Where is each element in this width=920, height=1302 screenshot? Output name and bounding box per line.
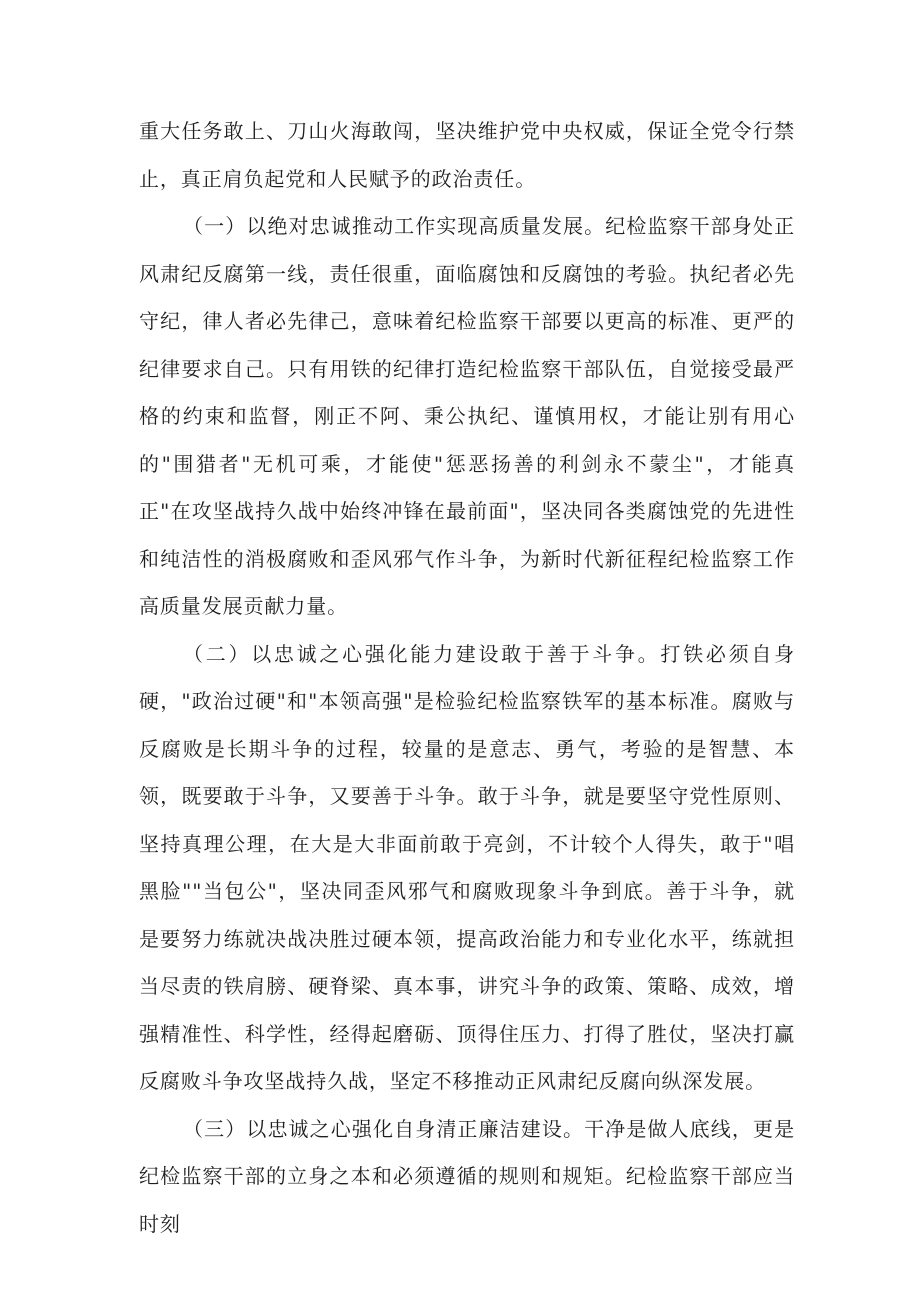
paragraph-section-2: （二）以忠诚之心强化能力建设敢于善于斗争。打铁必须自身硬，"政治过硬"和"本领高强"是检验纪检监察铁军的基本标准。腐败与反腐败是长期斗争的过程，较量的是意志、勇气，考验的是智慧、本领，既要敢于斗争，又要善于斗争。敢于斗争，就是要坚守党性原则、坚持真理公理，在大是大非面前敢于亮剑，不计较个人得失，敢于"唱黑脸""当包公"，坚决同歪风邪气和腐败现象斗争到底。善于斗争，就是要努力练就决战决胜过硬本领，提高政治能力和专业化水平，练就担当尽责的铁肩膀、硬脊梁、真本事，讲究斗争的政策、策略、成效，增强精准性、科学性，经得起磨砺、顶得住压力、打得了胜仗，坚决打赢反腐败斗争攻坚战持久战，坚定不移推动正风肃纪反腐向纵深发展。 <box>139 641 795 1093</box>
paragraph-continuation: 重大任务敢上、刀山火海敢闯，坚决维护党中央权威，保证全党令行禁止，真正肩负起党和人民赋予的政治责任。 <box>139 119 795 191</box>
paragraph-section-1: （一）以绝对忠诚推动工作实现高质量发展。纪检监察干部身处正风肃纪反腐第一线，责任很重，面临腐蚀和反腐蚀的考验。执纪者必先守纪，律人者必先律己，意味着纪检监察干部要以更高的标准、更严的纪律要求自己。只有用铁的纪律打造纪检监察干部队伍，自觉接受最严格的约束和监督，刚正不阿、秉公执纪、谨慎用权，才能让别有用心的"围猎者"无机可乘，才能使"惩恶扬善的利剑永不蒙尘"，才能真正"在攻坚战持久战中始终冲锋在最前面"，坚决同各类腐蚀党的先进性和纯洁性的消极腐败和歪风邪气作斗争，为新时代新征程纪检监察工作高质量发展贡献力量。 <box>139 214 795 618</box>
paragraph-section-3: （三）以忠诚之心强化自身清正廉洁建设。干净是做人底线，更是纪检监察干部的立身之本和必须遵循的规则和规矩。纪检监察干部应当时刻 <box>139 1116 795 1236</box>
document-body <box>139 108 795 1248</box>
